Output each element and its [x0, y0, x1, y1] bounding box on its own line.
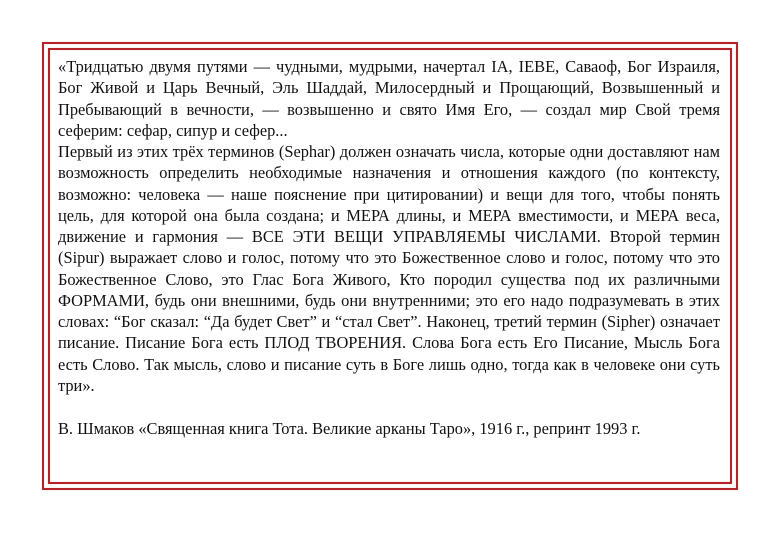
inner-red-frame [48, 48, 732, 484]
outer-red-frame [42, 42, 738, 490]
quote-text [58, 56, 720, 396]
quote-paragraph-2: Первый из этих трёх терминов (Sephar) должен означать числа, которые одни доставляют нам возможность определить необходимые назначения и отношения каждого (по контексту, возможно: человека — наше пояснение при цитировании) и вещи для того, чтобы понять цель, для которой она была создана; и МЕРА длины, и МЕРА вместимости, и МЕРА веса, движение и гармония — ВСЕ ЭТИ ВЕЩИ УПРАВЛЯЕМЫ ЧИСЛАМИ. Второй термин (Sipur) выражает слово и голос, потому что это Божественное слово и голос, потому что это Божественное Слово, это Глас Бога Живого, Кто породил существа под их различными ФОРМАМИ, будь они внешними, будь они внутренними; это его надо подразумевать в этих словах: “Бог сказал: “Да будет Свет” и “стал Свет”. Наконец, третий термин (Sipher) означает писание. Писание Бога есть ПЛОД ТВОРЕНИЯ. Слова Бога есть Его Писание, Мысль Бога есть Слово. Так мысль, слово и писание суть в Боге лишь одно, тогда как в человеке они суть три». [58, 142, 720, 395]
quote-paragraph-1: «Тридцатью двумя путями — чудными, мудрыми, начертал IA, IEBE, Саваоф, Бог Израиля, Бог Живой и Царь Вечный, Эль Шаддай, Милосердный и Прощающий, Возвышенный и Пребывающий в вечности, — возвышенно и свято Имя Его, — создал мир Свой тремя сеферим: сефар, сипур и сефер... [58, 57, 721, 140]
source-citation: В. Шмаков «Священная книга Тота. Великие арканы Таро», 1916 г., репринт 1993 г. [58, 418, 641, 438]
